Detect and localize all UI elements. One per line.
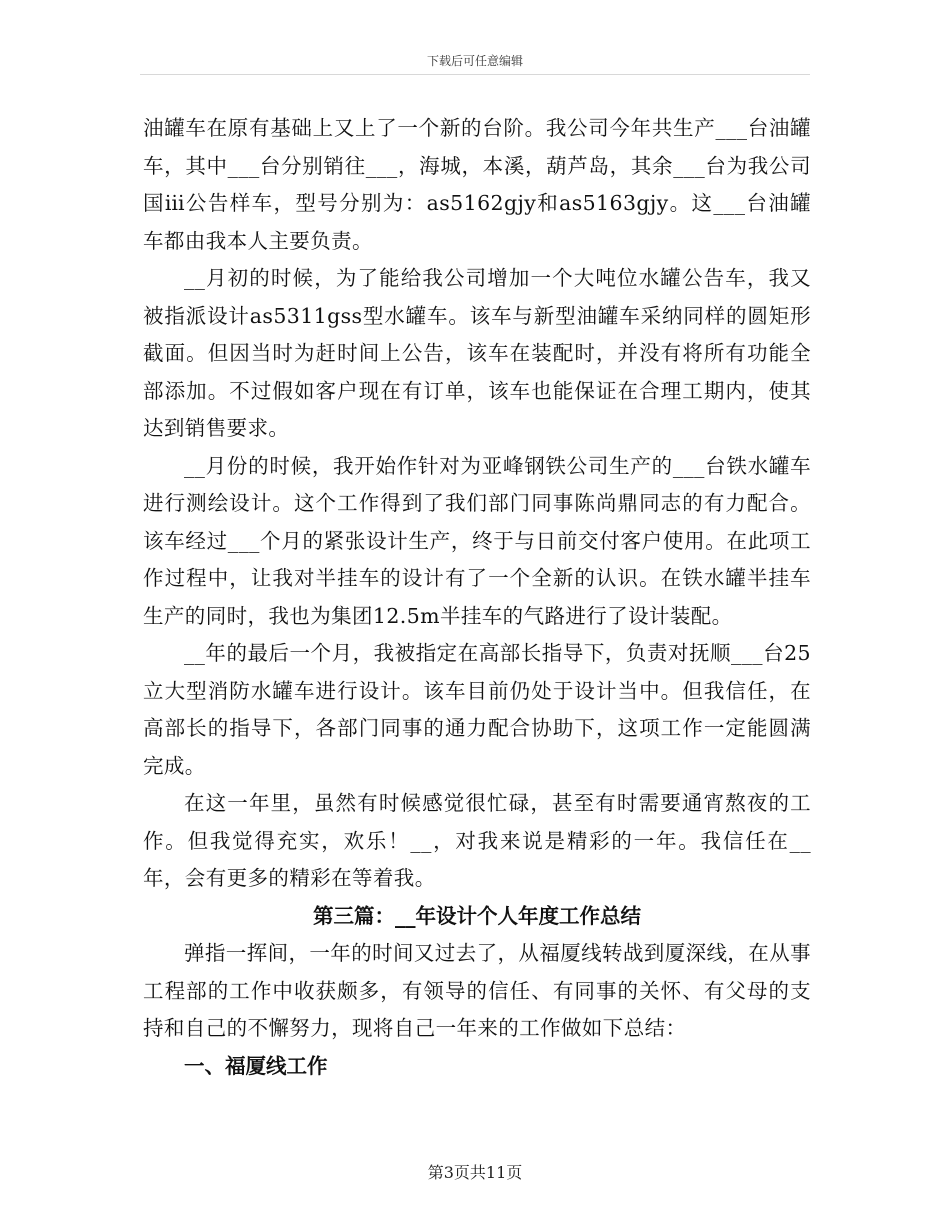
paragraph-5: 在这一年里，虽然有时候感觉很忙碌，甚至有时需要通宵熬夜的工作。但我觉得充实，欢乐！__，对我来说是精彩的一年。我信任在__年，会有更多的精彩在等着我。: [143, 791, 811, 890]
header-divider: [140, 74, 810, 75]
section-paragraph: 弹指一挥间，一年的时间又过去了，从福厦线转战到厦深线，在从事工程部的工作中收获颇多，有领导的信任、有同事的关怀、有父母的支持和自己的不懈努力，现将自己一年来的工作做如下总结：: [143, 941, 811, 1040]
paragraph-1: 油罐车在原有基础上又上了一个新的台阶。我公司今年共生产___台油罐车，其中___台分别销往___，海城，本溪，葫芦岛，其余___台为我公司国ⅲ公告样车，型号分别为：as5162gjy和as5163gjy。这___台油罐车都由我本人主要负责。: [143, 116, 811, 253]
paragraph-4: __年的最后一个月，我被指定在高部长指导下，负责对抚顺___台25立大型消防水罐车进行设计。该车目前仍处于设计当中。但我信任，在高部长的指导下，各部门同事的通力配合协助下，这项工作一定能圆满完成。: [143, 641, 811, 778]
subheading: 一、福厦线工作: [184, 1053, 328, 1078]
page-header: 下载后可任意编辑: [426, 54, 523, 68]
section-title: 第三篇：__年设计个人年度工作总结: [313, 903, 641, 928]
paragraph-3: __月份的时候，我开始作针对为亚峰钢铁公司生产的___台铁水罐车进行测绘设计。这个工作得到了我们部门同事陈尚鼎同志的有力配合。该车经过___个月的紧张设计生产，终于与日前交付客户使用。在此项工作过程中，让我对半挂车的设计有了一个全新的认识。在铁水罐半挂车生产的同时，我也为集团12.5m半挂车的气路进行了设计装配。: [143, 453, 811, 628]
document-body: [143, 110, 811, 1085]
page-footer: 第3页共11页: [427, 1163, 523, 1182]
paragraph-2: __月初的时候，为了能给我公司增加一个大吨位水罐公告车，我又被指派设计as5311gss型水罐车。该车与新型油罐车采纳同样的圆矩形截面。但因当时为赶时间上公告，该车在装配时，并没有将所有功能全部添加。不过假如客户现在有订单，该车也能保证在合理工期内，使其达到销售要求。: [143, 266, 811, 440]
